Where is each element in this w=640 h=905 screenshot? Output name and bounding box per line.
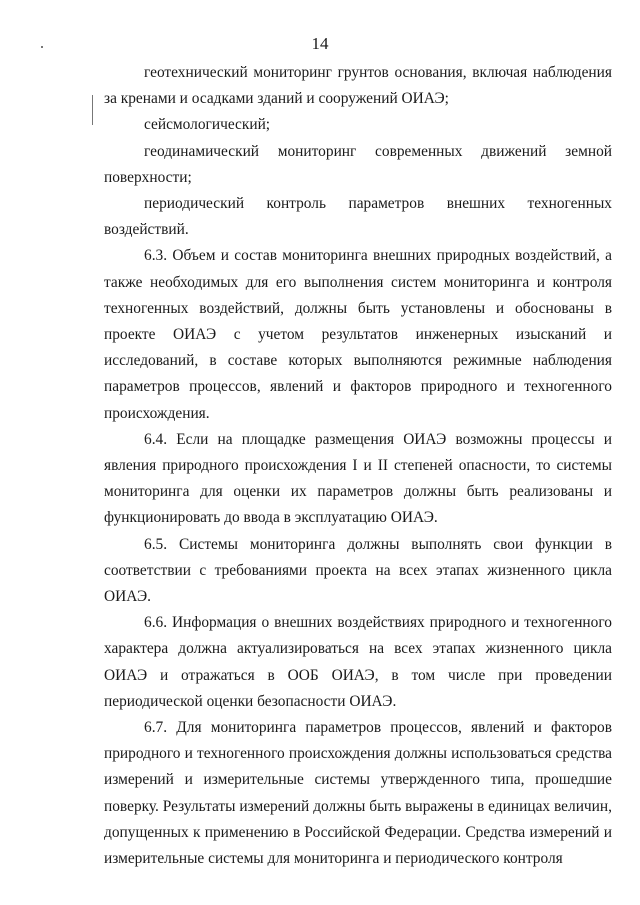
paragraph-periodic-control: периодический контроль параметров внешних техногенных воздействий.	[104, 195, 612, 239]
paragraph-geotechnical: геотехнический мониторинг грунтов основания, включая наблюдения за кренами и осадками зданий и сооружений ОИАЭ;	[104, 64, 612, 108]
paragraph-seismological: сейсмологический;	[144, 116, 271, 134]
page-number: 14	[311, 34, 329, 53]
scan-mark	[41, 46, 43, 48]
paragraph-6-3: 6.3. Объем и состав мониторинга внешних природных воздействий, а также необходимых для его выполнения систем мониторинга и контроля техногенных воздействий, должны быть установлены и обоснованы в проекте ОИАЭ с учетом результатов инженерных изысканий и исследований, в составе которых выполняются режимные наблюдения параметров процессов, явлений и факторов природного и техногенного происхождения.	[104, 247, 612, 422]
paragraph-6-7: 6.7. Для мониторинга параметров процессов, явлений и факторов природного и техногенного происхождения должны использоваться средства измерений и измерительные системы утвержденного типа, прошедшие поверку. Результаты измерений должны быть выражены в единицах величин, допущенных к применению в Российской Федерации. Средства измерений и измерительные системы для мониторинга и периодического контроля	[104, 719, 612, 868]
scan-mark	[92, 95, 93, 125]
paragraph-6-5: 6.5. Системы мониторинга должны выполнять свои функции в соответствии с требованиями проекта на всех этапах жизненного цикла ОИАЭ.	[104, 535, 612, 606]
paragraph-6-4: 6.4. Если на площадке размещения ОИАЭ возможны процессы и явления природного происхождения I и II степеней опасности, то системы мониторинга для оценки их параметров должны быть реализованы и функционировать до ввода в эксплуатацию ОИАЭ.	[104, 430, 612, 527]
paragraph-geodynamic: геодинамический мониторинг современных движений земной поверхности;	[104, 142, 612, 186]
paragraph-6-6: 6.6. Информация о внешних воздействиях природного и техногенного характера должна актуализироваться на всех этапах жизненного цикла ОИАЭ и отражаться в ООБ ОИАЭ, в том числе при проведении периодической оценки безопасности ОИАЭ.	[104, 614, 612, 710]
document-body	[104, 60, 612, 872]
